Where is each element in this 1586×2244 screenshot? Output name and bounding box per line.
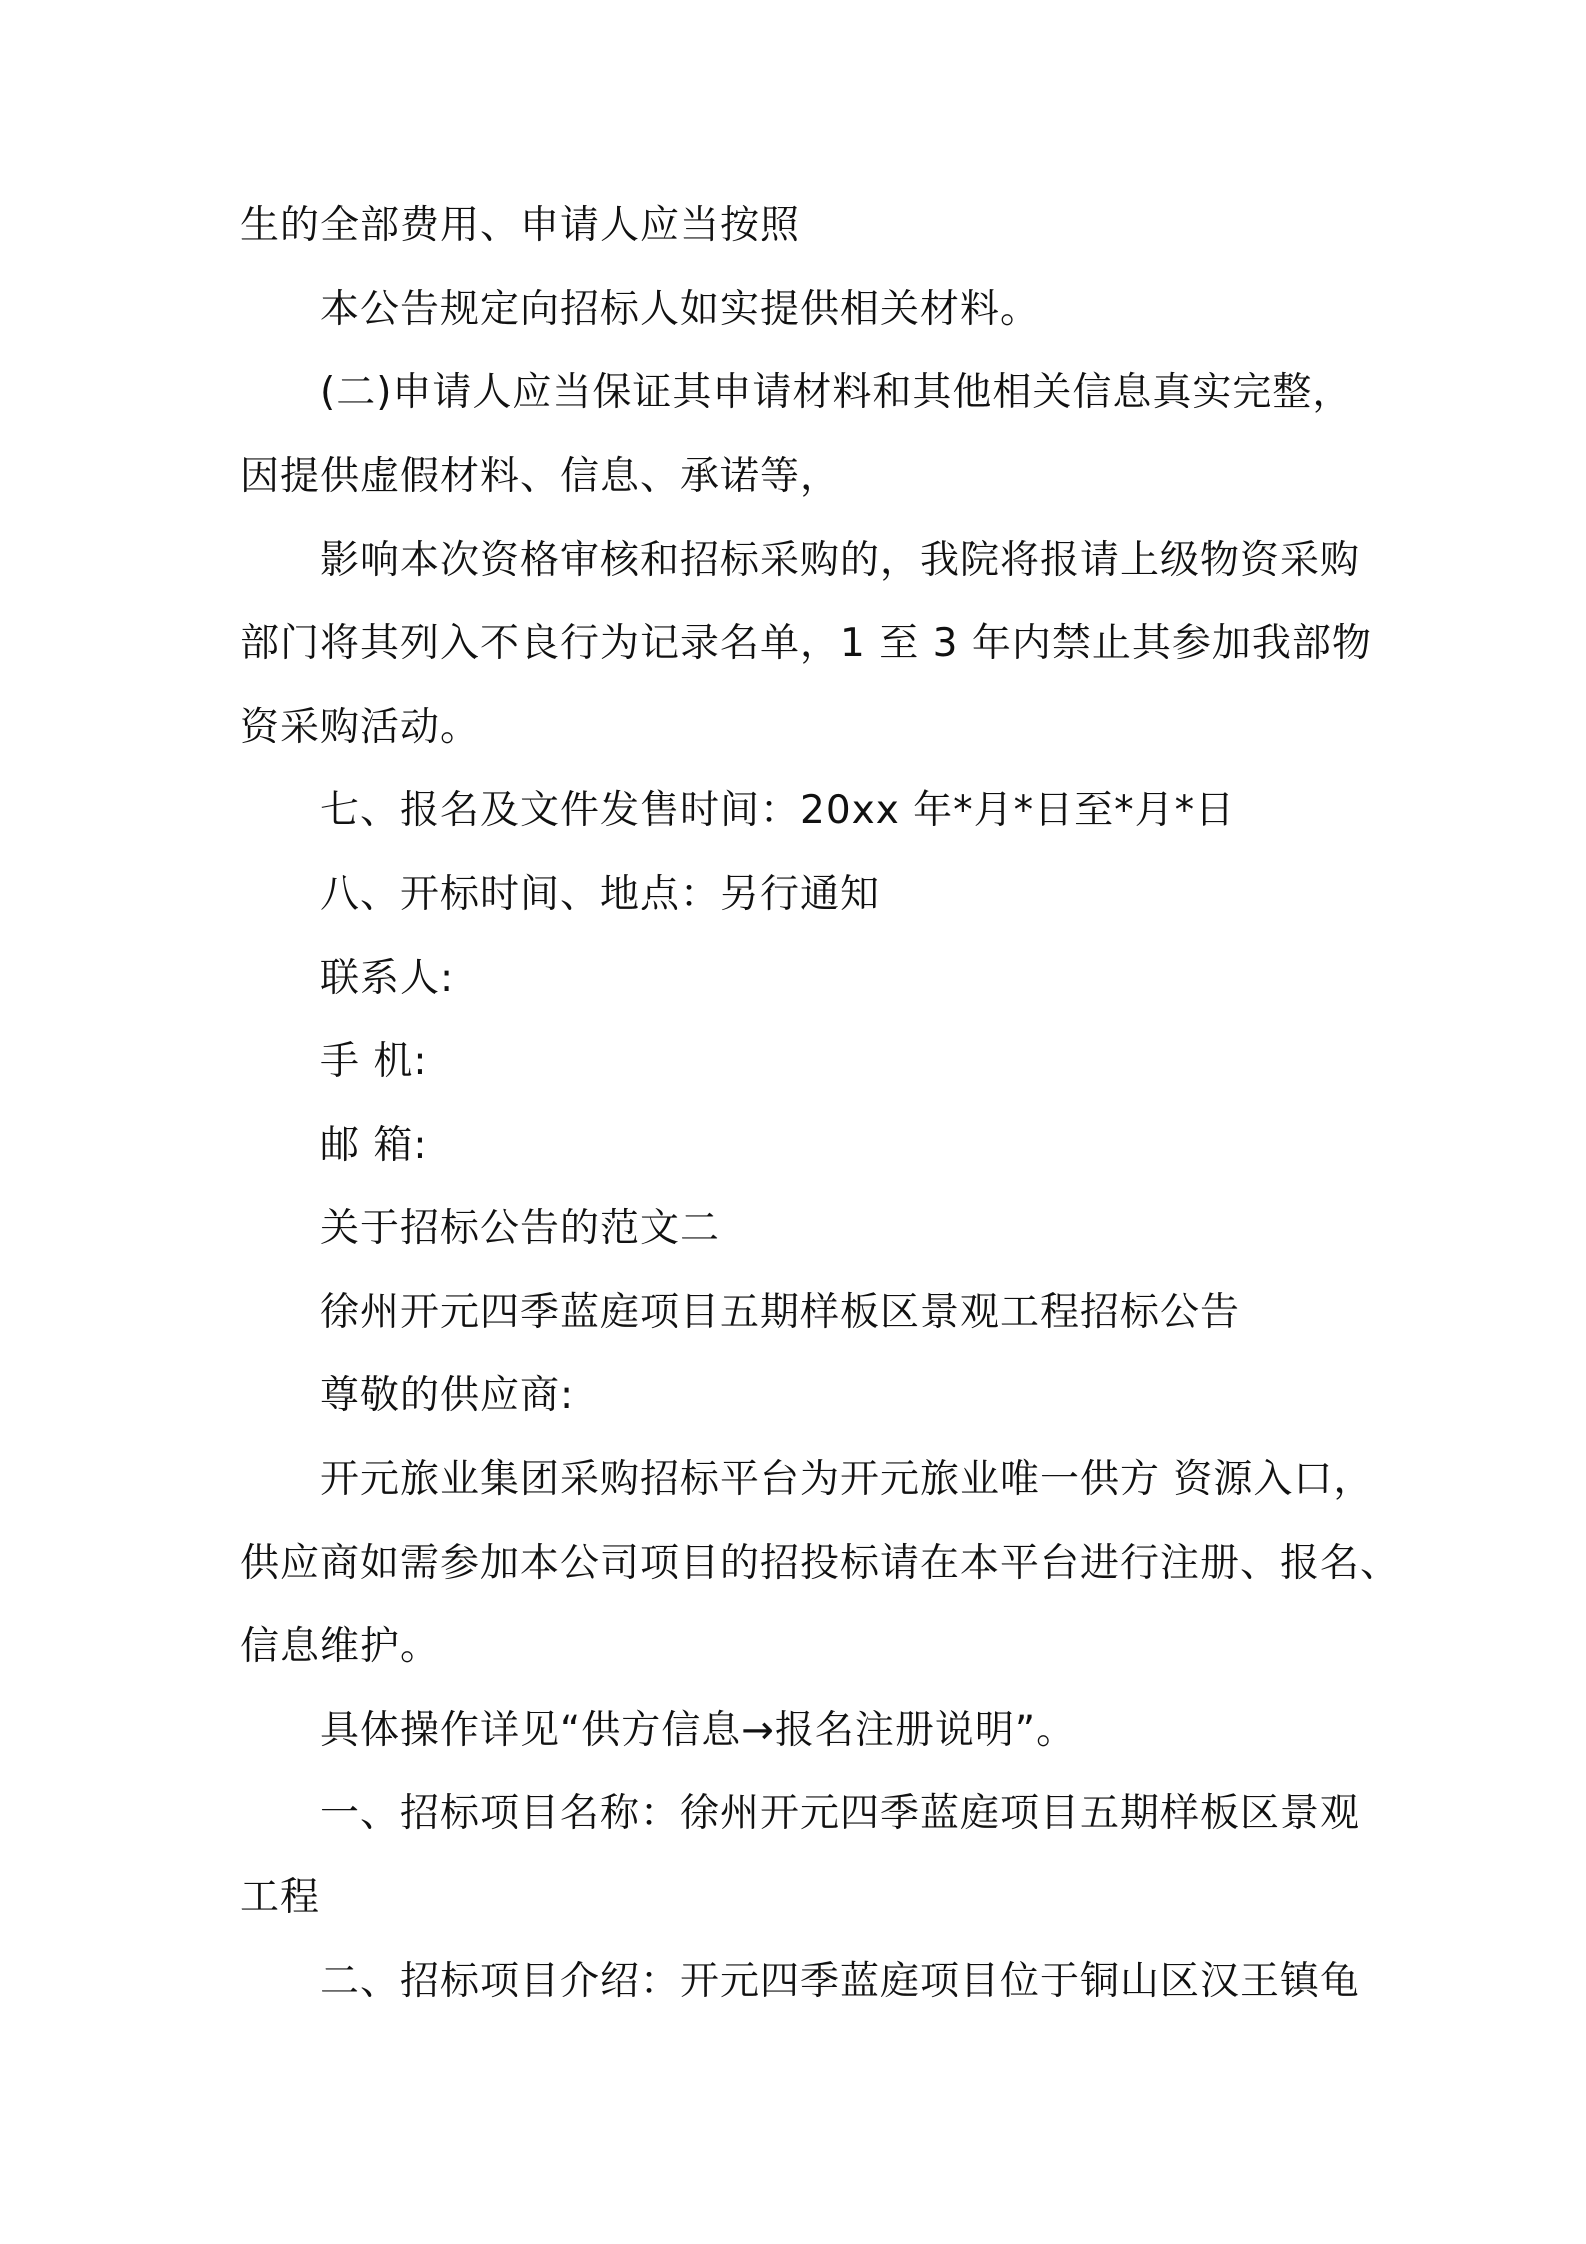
paragraph-line: 生的全部费用、申请人应当按照	[240, 203, 801, 248]
paragraph-line: 具体操作详见“供方信息→报名注册说明”。	[320, 1708, 1077, 1753]
example-title: 关于招标公告的范文二	[320, 1206, 721, 1251]
section-heading: 八、开标时间、地点：另行通知	[320, 872, 881, 917]
notice-title: 徐州开元四季蓝庭项目五期样板区景观工程招标公告	[320, 1290, 1241, 1335]
paragraph-line: 部门将其列入不良行为记录名单，1 至 3 年内禁止其参加我部物	[240, 621, 1372, 666]
paragraph-line: 供应商如需参加本公司项目的招投标请在本平台进行注册、报名、	[240, 1541, 1401, 1586]
paragraph-line: 开元旅业集团采购招标平台为开元旅业唯一供方 资源入口，	[320, 1457, 1374, 1502]
paragraph-line: 工程	[240, 1875, 321, 1920]
paragraph-line: (二)申请人应当保证其申请材料和其他相关信息真实完整，	[320, 370, 1353, 415]
salutation: 尊敬的供应商:	[320, 1373, 575, 1418]
paragraph-line: 本公告规定向招标人如实提供相关材料。	[320, 287, 1041, 332]
paragraph-line: 资采购活动。	[240, 705, 481, 750]
paragraph-line: 影响本次资格审核和招标采购的，我院将报请上级物资采购	[320, 538, 1361, 583]
email-label: 邮 箱:	[320, 1123, 428, 1168]
section-heading: 二、招标项目介绍：开元四季蓝庭项目位于铜山区汉王镇龟	[320, 1959, 1361, 2004]
contact-label: 联系人:	[320, 956, 455, 1001]
section-heading: 一、招标项目名称：徐州开元四季蓝庭项目五期样板区景观	[320, 1791, 1361, 1836]
phone-label: 手 机:	[320, 1039, 428, 1084]
paragraph-line: 因提供虚假材料、信息、承诺等，	[240, 454, 841, 499]
section-heading: 七、报名及文件发售时间：20xx 年*月*日至*月*日	[320, 788, 1236, 833]
paragraph-line: 信息维护。	[240, 1624, 441, 1669]
